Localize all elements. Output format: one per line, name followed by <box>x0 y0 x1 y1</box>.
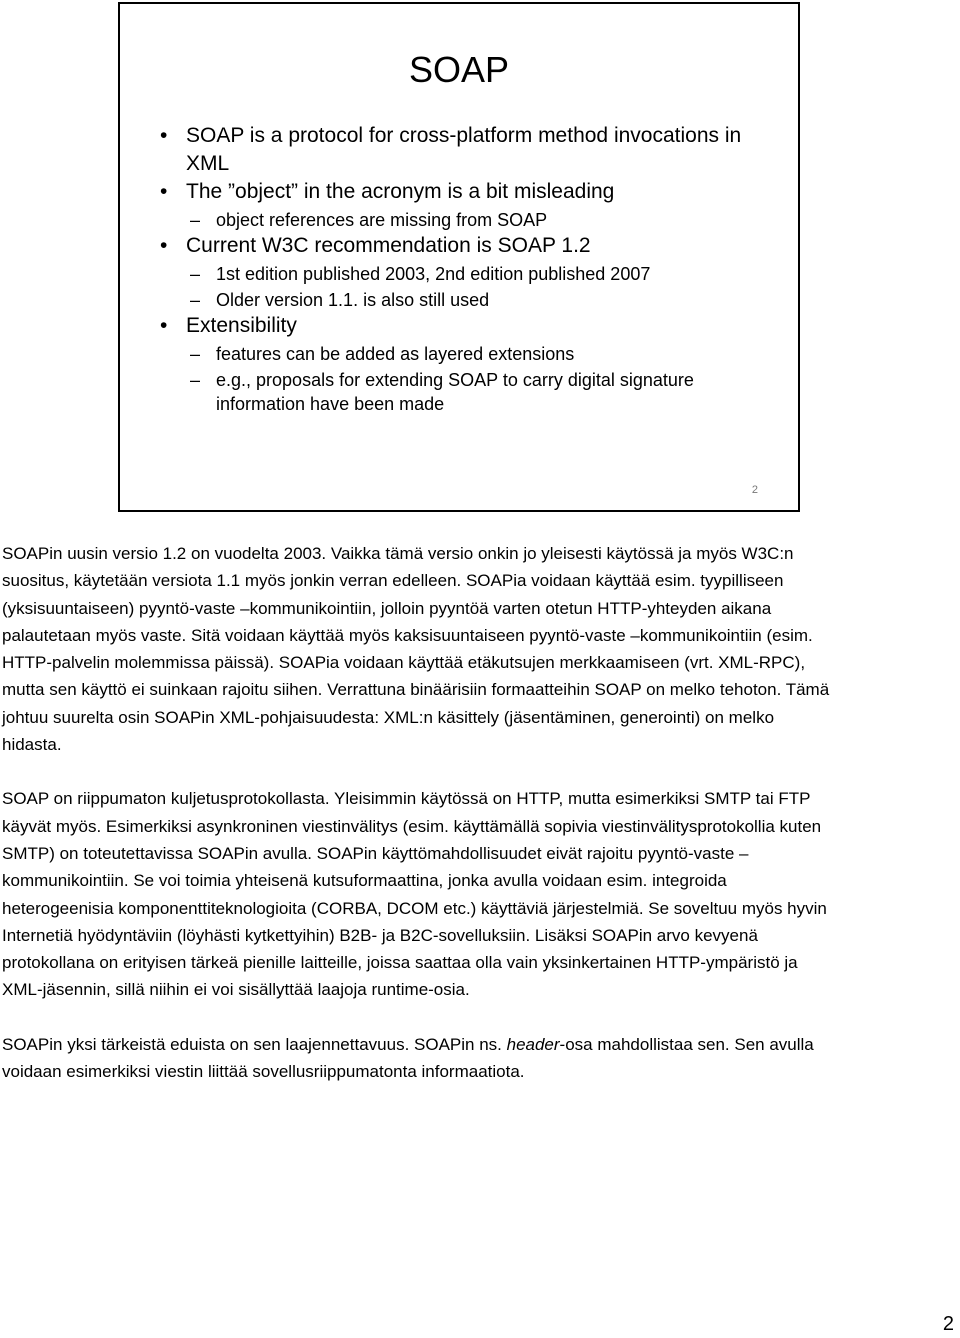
notes-p3-start: SOAPin yksi tärkeistä eduista on sen laajennettavuus. SOAPin ns. <box>2 1034 507 1054</box>
slide-bullet <box>160 122 786 178</box>
notes-paragraph-2: SOAP on riippumaton kuljetusprotokollasta. Yleisimmin käytössä on HTTP, mutta esimerkiksi SMTP tai FTP käyvät myös. Esimerkiksi asynkroninen viestinvälitys (esim. käyttämällä sopivia viestinvälitysprotokollia kuten SMTP) on toteutettavissa SOAPin avulla. SOAPin käyttömahdollisuudet eivät rajoitu pyyntö-vaste –kommunikointiin. Se voi toimia yhteisenä kutsuformaattina, jonka avulla voidaan esim. integroida heterogeenisia komponenttiteknologioita (CORBA, DCOM etc.) käyttäviä järjestelmiä. Se soveltuu myös hyvin Internetiä hyödyntäviin (löyhästi kytkettyihin) B2B- ja B2C-sovelluksiin. Lisäksi SOAPin arvo kevyenä protokollana on erityisen tärkeä pienille laitteille, joissa saattaa olla vain yksinkertainen HTTP-ympäristö ja XML-jäsennin, sillä niihin ei voi sisällyttää laajoja runtime-osia. <box>2 789 827 1000</box>
bullet-marker: • <box>160 124 168 147</box>
slide-sub-bullet <box>190 366 786 416</box>
notes-paragraph-1: SOAPin uusin versio 1.2 on vuodelta 2003. Vaikka tämä versio onkin jo yleisesti käytössä ja myös W3C:n suositus, käytetään versiota 1.1 myös jonkin verran edelleen. SOAPia voidaan käyttää esim. tyypilliseen (yksisuuntaiseen) pyyntö-vaste –kommunikointiin, jolloin pyyntöä varten otetun HTTP-yhteyden aikana palautetaan myös vaste. Sitä voidaan käyttää myös kaksisuuntaiseen pyyntö-vaste –kommunikointiin (esim. HTTP-palvelin molemmissa päissä). SOAPia voidaan käyttää etäkutsujen merkkaamiseen (vrt. XML-RPC), mutta sen käyttö ei suinkaan rajoitu siihen. Verrattuna binäärisiin formaatteihin SOAP on melko tehoton. Tämä johtuu suurelta osin SOAPin XML-pohjaisuudesta: XML:n käsittely (jäsentäminen, generointi) on melko hidasta. <box>2 544 830 755</box>
slide-sub-bullet <box>190 260 786 286</box>
dash-marker: – <box>190 344 201 364</box>
slide-thumbnail <box>118 2 800 512</box>
slide-bullet <box>160 232 786 260</box>
sub-bullet-text: object references are missing from SOAP <box>216 210 548 230</box>
slide-title: SOAP <box>408 49 510 90</box>
sub-bullet-text: Older version 1.1. is also still used <box>216 290 490 310</box>
dash-marker: – <box>190 370 201 390</box>
dash-marker: – <box>190 264 201 284</box>
bullet-marker: • <box>160 234 168 257</box>
notes-paragraph-3 <box>2 1031 832 1086</box>
bullet-text: Current W3C recommendation is SOAP 1.2 <box>186 234 591 257</box>
bullet-marker: • <box>160 314 168 337</box>
sub-bullet-text: features can be added as layered extensions <box>216 344 575 364</box>
bullet-marker: • <box>160 180 168 203</box>
bullet-text: SOAP is a protocol for cross-platform method invocations in XML <box>186 124 742 175</box>
notes-text <box>2 540 832 1112</box>
slide-bullet <box>160 312 786 340</box>
notes-p3-emphasis: header <box>506 1034 560 1054</box>
sub-bullet-text: 1st edition published 2003, 2nd edition published 2007 <box>216 264 651 284</box>
page-number: 2 <box>942 1313 954 1335</box>
slide-bullet <box>160 178 786 206</box>
bullet-text: Extensibility <box>186 314 297 337</box>
bullet-text: The ”object” in the acronym is a bit misleading <box>186 180 615 203</box>
sub-bullet-text: e.g., proposals for extending SOAP to carry digital signature information have been made <box>216 370 694 414</box>
slide-sub-bullet <box>190 206 786 232</box>
slide-number: 2 <box>751 484 758 496</box>
dash-marker: – <box>190 210 201 230</box>
slide-sub-bullet <box>190 340 786 366</box>
slide-bullet-list <box>160 122 786 416</box>
slide-sub-bullet <box>190 286 786 312</box>
dash-marker: – <box>190 290 201 310</box>
notes-p3-end: -osa mahdollistaa sen. Sen avulla voidaan esimerkiksi viestin liittää sovellusriippumatonta informaatiota. <box>2 1034 814 1082</box>
